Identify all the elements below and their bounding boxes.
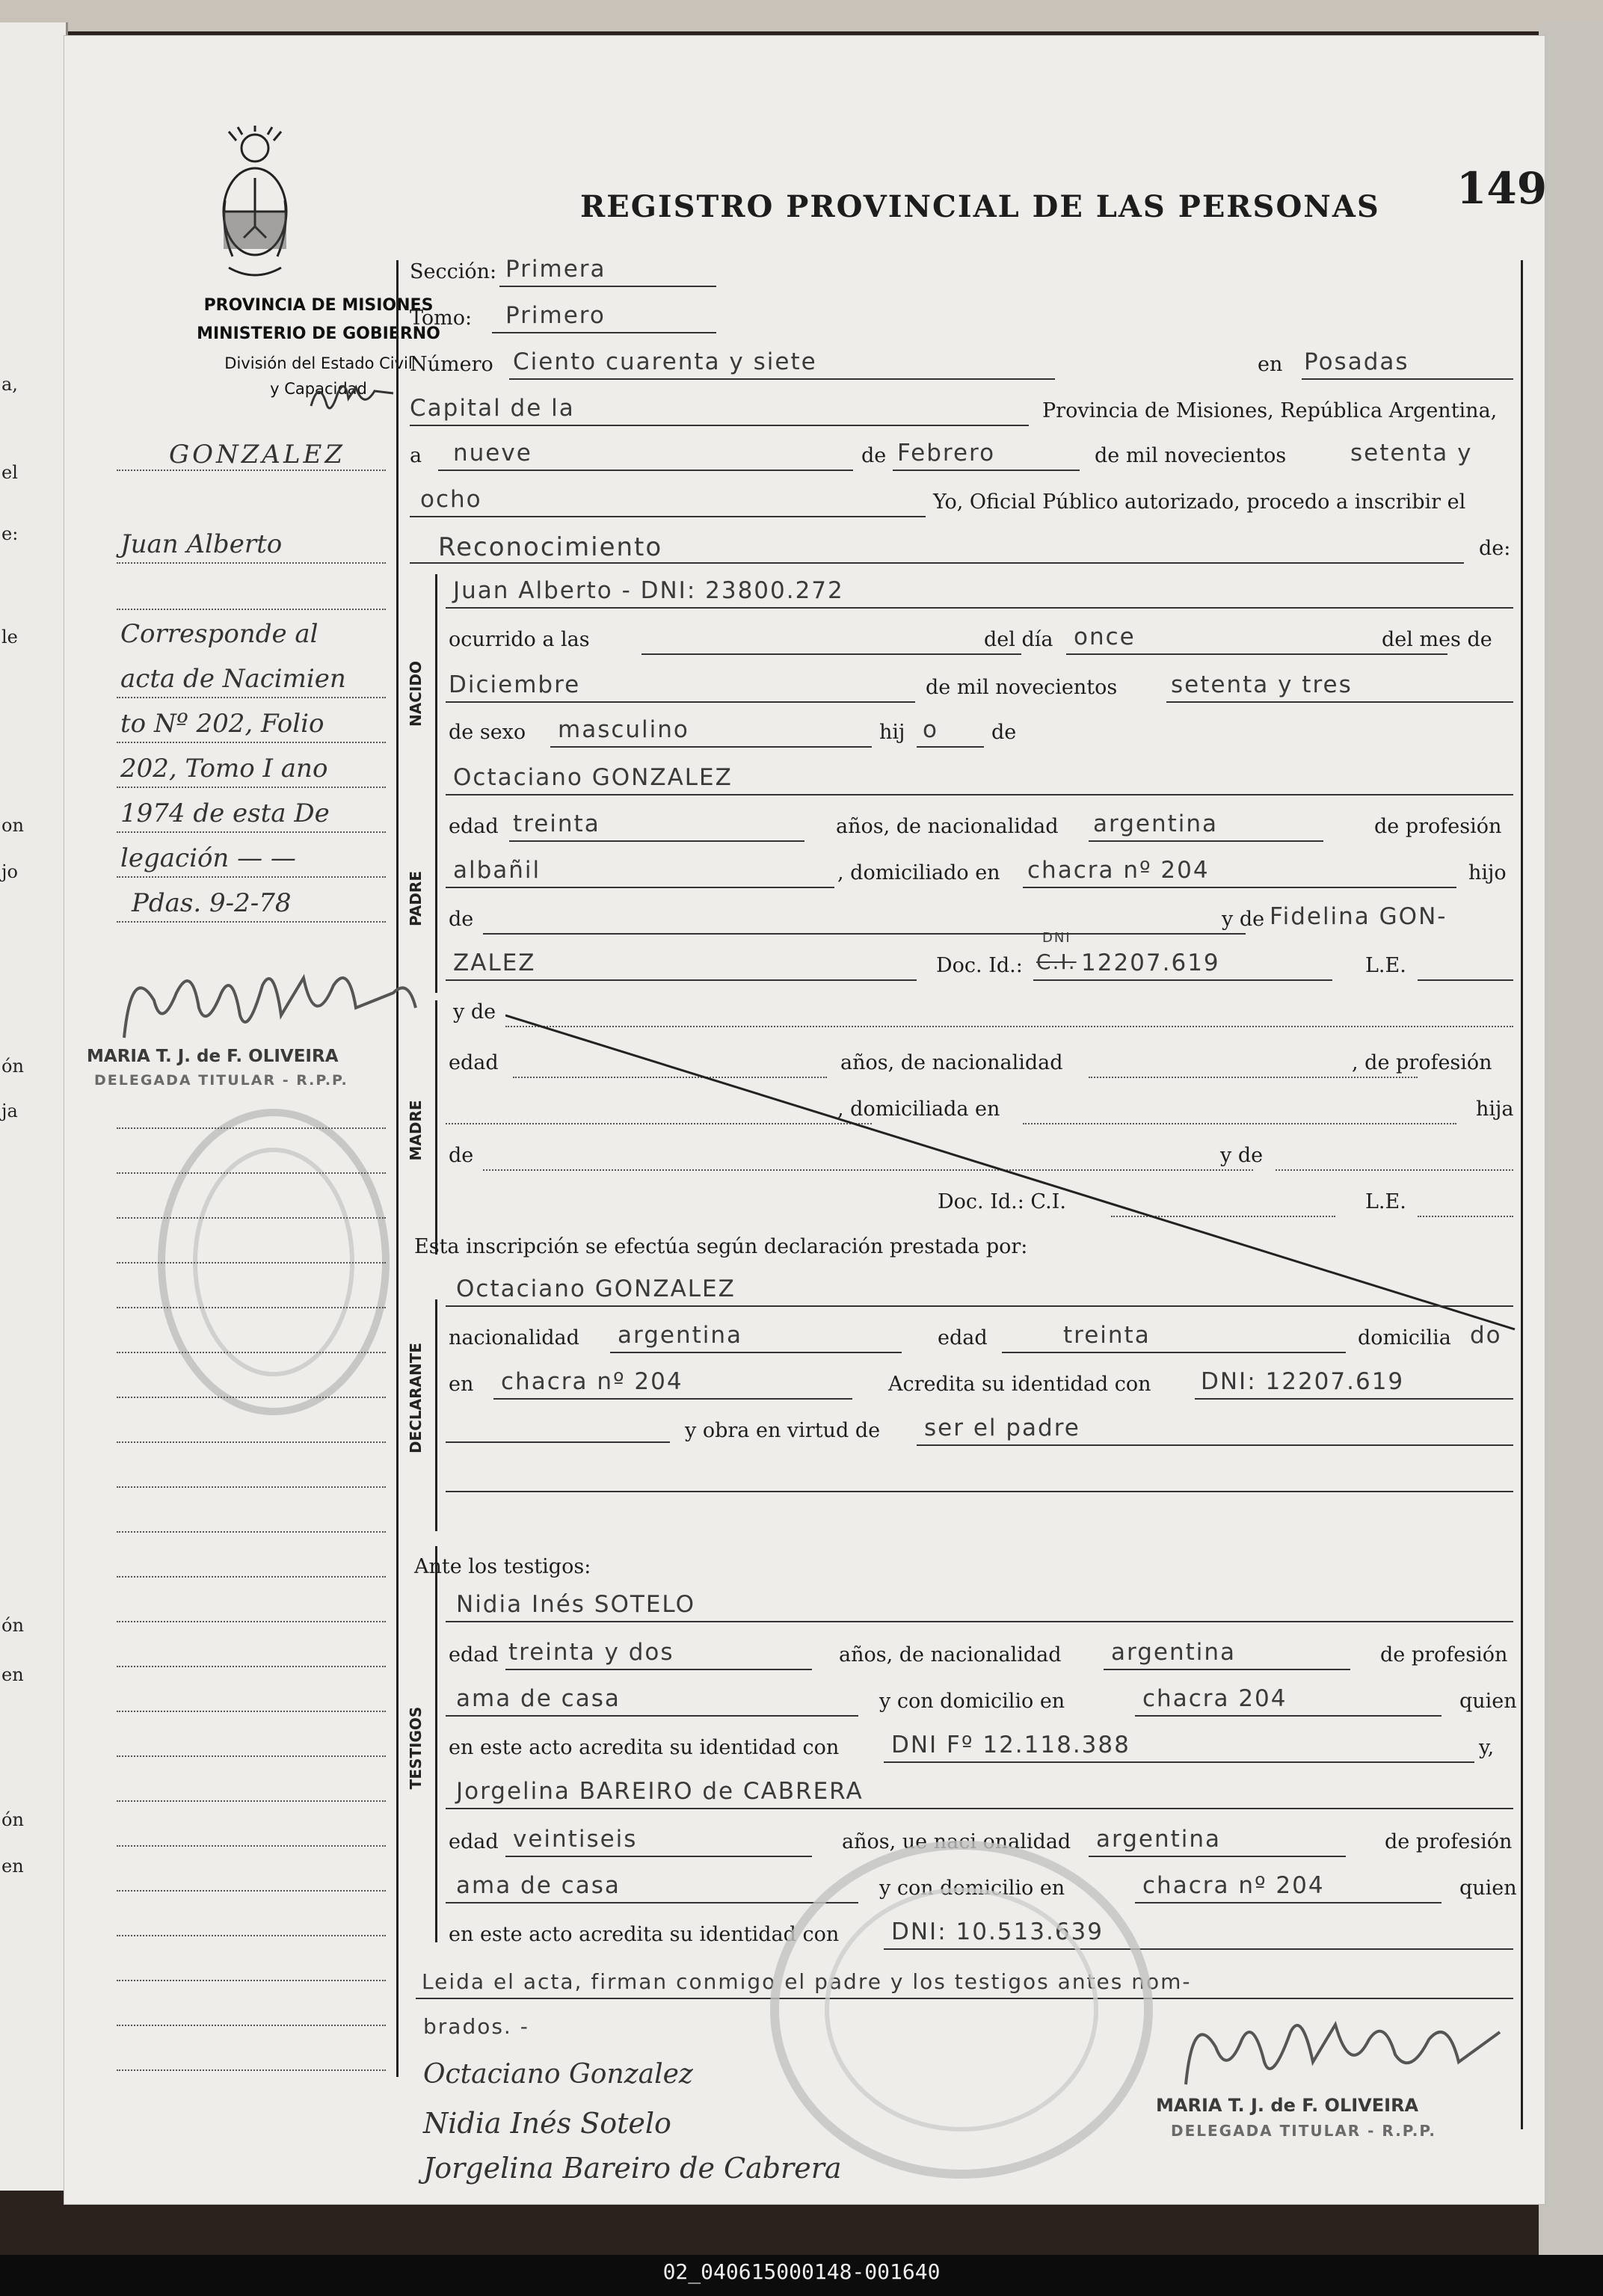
de-colon-label: de: xyxy=(1479,537,1511,560)
tomo-underline xyxy=(492,332,716,333)
madre-nac-label: años, de nacionalidad xyxy=(840,1051,1063,1074)
capital-value: Capital de la xyxy=(410,395,575,422)
madre-de-label: de xyxy=(449,1144,474,1167)
margin-dotted-line xyxy=(117,921,386,923)
a-label: a xyxy=(410,444,422,467)
register-sheet xyxy=(64,36,1548,2204)
left-page-fragment: on xyxy=(1,815,24,836)
t2-nombre-underline xyxy=(446,1808,1513,1809)
closing-stamp-name: MARIA T. J. de F. OLIVEIRA xyxy=(1156,2095,1419,2116)
declarante-nombre-underline xyxy=(446,1305,1513,1307)
nacionalidad-label: nacionalidad xyxy=(449,1326,579,1349)
margin-dotted-line xyxy=(117,1397,386,1398)
madre-edad-label: edad xyxy=(449,1051,499,1074)
provincia-label: Provincia de Misiones, República Argentina, xyxy=(1042,399,1498,422)
margin-dotted-line xyxy=(117,1172,386,1174)
margin-dotted-line xyxy=(117,1486,386,1488)
coat-of-arms-icon xyxy=(206,126,304,290)
de-mil2-label: de mil novecientos xyxy=(926,676,1118,699)
obra-label: y obra en virtud de xyxy=(685,1419,881,1442)
madre-column-divider xyxy=(435,1000,437,1255)
document-title: REGISTRO PROVINCIAL DE LAS PERSONAS xyxy=(580,189,1380,224)
binder-right-edge xyxy=(1539,22,1603,2258)
t2-nombre: Jorgelina BAREIRO de CABRERA xyxy=(456,1778,864,1805)
t1-prof-label: de profesión xyxy=(1380,1643,1508,1666)
en-label: en xyxy=(1258,353,1283,376)
declarante-nac-underline xyxy=(610,1352,902,1353)
margin-dotted-line xyxy=(117,1441,386,1443)
left-page-fragment: ón xyxy=(1,1615,24,1636)
de-mes-label: de xyxy=(861,444,887,467)
tipo-value: Reconocimiento xyxy=(438,532,663,562)
declarante-obra: ser el padre xyxy=(924,1415,1080,1441)
left-page-fragment: en xyxy=(1,1856,24,1877)
section-testigos-label: TESTIGOS xyxy=(407,1706,425,1790)
binder-top-edge xyxy=(0,0,1603,31)
t2-dom-underline xyxy=(1135,1902,1442,1903)
firma-testigo-1: Nidia Inés Sotelo xyxy=(423,2107,671,2140)
left-page-fragment: ja xyxy=(1,1101,18,1121)
org-province: PROVINCIA DE MISIONES xyxy=(203,296,434,315)
org-division: División del Estado Civil xyxy=(224,354,413,372)
de-label-nacido: de xyxy=(991,721,1017,744)
initials-signature-icon xyxy=(304,365,401,425)
t1-nac: argentina xyxy=(1111,1639,1237,1666)
padre-prof: albañil xyxy=(453,857,541,884)
padre-de-label: de xyxy=(449,908,474,931)
margin-dotted-line xyxy=(117,1755,386,1757)
madre-y-de-label: y de xyxy=(453,1000,496,1024)
t2-dom-label: y con domicilio en xyxy=(879,1877,1065,1900)
madre-nombre-1: Fidelina GON- xyxy=(1270,903,1447,930)
doc-tipo-corregido: DNI xyxy=(1042,930,1071,946)
left-page-fragment: jo xyxy=(1,861,18,882)
section-nacido-label: NACIDO xyxy=(407,661,425,727)
t1-nombre: Nidia Inés SOTELO xyxy=(456,1591,695,1618)
margin-dotted-line xyxy=(117,1127,386,1129)
yo-label: Yo, Oficial Público autorizado, procedo a inscribir el xyxy=(933,490,1466,514)
padre-doc-underline xyxy=(1033,979,1332,981)
madre-nombre-2: ZALEZ xyxy=(453,950,536,976)
declarante-edad: treinta xyxy=(1063,1322,1151,1349)
org-capacity: y Capacidad xyxy=(270,380,367,398)
declarante-edad-underline xyxy=(1002,1352,1346,1353)
margin-dotted-line xyxy=(117,1890,386,1892)
madre-prof-label: , de profesión xyxy=(1352,1051,1492,1074)
t2-dom: chacra nº 204 xyxy=(1142,1872,1325,1899)
nacido-mes-underline xyxy=(446,701,915,703)
section-declarante-label: DECLARANTE xyxy=(407,1342,425,1454)
firma-declarante: Octaciano Gonzalez xyxy=(423,2059,693,2090)
t1-nombre-underline xyxy=(446,1621,1513,1622)
testigos-column-divider xyxy=(435,1546,437,1942)
padre-edad-underline xyxy=(509,840,804,842)
t1-dom-underline xyxy=(1135,1715,1442,1717)
le2-label: L.E. xyxy=(1365,1190,1406,1213)
padre-edad-label: edad xyxy=(449,815,499,838)
declarante-extra-underline xyxy=(446,1441,670,1443)
margin-dotted-line xyxy=(117,609,386,610)
hij-label: hij xyxy=(879,721,905,744)
official-signature-icon xyxy=(1171,1995,1515,2099)
t2-nac-label: años, ue naci onalidad xyxy=(842,1830,1071,1853)
numero-underline xyxy=(509,378,1055,380)
t1-prof-underline xyxy=(446,1715,858,1717)
padre-de-underline xyxy=(483,933,1246,935)
margin-signature-icon xyxy=(109,948,423,1060)
anio-value-1: setenta y xyxy=(1350,440,1473,467)
margin-note-line-5: 1974 de esta De xyxy=(120,798,330,828)
t1-prof: ama de casa xyxy=(456,1685,621,1712)
t2-prof: ama de casa xyxy=(456,1872,621,1899)
nacido-mes: Diciembre xyxy=(449,671,581,698)
t2-edad: veintiseis xyxy=(513,1826,638,1853)
dia-value: nueve xyxy=(453,440,532,467)
t2-prof-label: de profesión xyxy=(1385,1830,1513,1853)
le-label: L.E. xyxy=(1365,954,1406,977)
footer-code: 02_040615000148-001640 xyxy=(662,2259,941,2284)
t1-edad-label: edad xyxy=(449,1643,499,1666)
margin-note-line-4: 202, Tomo I ano xyxy=(120,754,328,784)
left-facing-page xyxy=(0,22,68,2191)
t2-acredita-label: en este acto acredita su identidad con xyxy=(449,1923,840,1946)
cierre-linea-2: brados. - xyxy=(423,2014,529,2039)
left-page-fragment: ón xyxy=(1,1056,24,1077)
margin-dotted-line xyxy=(117,1307,386,1308)
margin-stamp-role: DELEGADA TITULAR - R.P.P. xyxy=(94,1072,348,1089)
t1-dom: chacra 204 xyxy=(1142,1685,1287,1712)
left-page-fragment: e: xyxy=(1,523,19,544)
capital-underline xyxy=(410,425,1029,426)
hij-underline xyxy=(917,746,984,748)
hij-suffix: o xyxy=(923,716,938,743)
madre-nombre-underline xyxy=(446,979,917,981)
del-dia-label: del día xyxy=(984,628,1053,651)
mes-value: Febrero xyxy=(897,440,996,467)
doc-id-label: Doc. Id.: xyxy=(936,954,1023,977)
t1-doc-underline xyxy=(884,1761,1474,1763)
t2-edad-label: edad xyxy=(449,1830,499,1853)
margin-dotted-line xyxy=(117,1800,386,1802)
nacido-dia: once xyxy=(1074,624,1136,650)
domiciliada-label: , domiciliada en xyxy=(837,1098,1000,1121)
numero-label: Número xyxy=(410,353,493,376)
padre-dom: chacra nº 204 xyxy=(1027,857,1210,884)
declarante-column-divider xyxy=(435,1299,437,1531)
section-padre-label: PADRE xyxy=(407,871,425,926)
left-page-fragment: el xyxy=(1,462,18,483)
doc-id2-label: Doc. Id.: C.I. xyxy=(938,1190,1066,1213)
declarante-blank-underline xyxy=(446,1491,1513,1492)
margin-dotted-line xyxy=(117,1262,386,1264)
t1-doc: DNI Fº 12.118.388 xyxy=(891,1732,1130,1758)
org-ministry: MINISTERIO DE GOBIERNO xyxy=(197,324,440,343)
firma-testigo-2: Jorgelina Bareiro de Cabrera xyxy=(423,2152,842,2185)
le-underline xyxy=(1418,979,1513,981)
declarante-dom: chacra nº 204 xyxy=(501,1368,683,1395)
dia-underline xyxy=(438,470,853,471)
sexo-value: masculino xyxy=(558,716,689,743)
padre-prof-label: de profesión xyxy=(1374,815,1502,838)
doc-tipo-tachado: C.I. xyxy=(1036,950,1077,974)
margin-dotted-line xyxy=(117,1531,386,1533)
cierre-linea-1: Leida el acta, firman conmigo el padre y los testigos antes nom- xyxy=(422,1969,1192,1994)
anio-value-2: ocho xyxy=(420,486,482,513)
declarante-obra-underline xyxy=(917,1444,1513,1446)
declarante-doc: DNI: 12207.619 xyxy=(1201,1368,1405,1395)
padre-prof-underline xyxy=(446,887,834,888)
t1-dom-label: y con domicilio en xyxy=(879,1690,1065,1713)
nacido-underline xyxy=(446,607,1513,609)
hija-label: hija xyxy=(1476,1098,1514,1121)
t1-edad: treinta y dos xyxy=(508,1639,674,1666)
en-value: Posadas xyxy=(1304,348,1409,375)
t1-quien-label: quien xyxy=(1459,1690,1517,1713)
margin-given-names: Juan Alberto xyxy=(120,529,283,559)
nacido-anio-underline xyxy=(1166,701,1513,703)
left-page-fragment: ón xyxy=(1,1809,24,1830)
declarante-doc-underline xyxy=(1195,1398,1513,1400)
padre-edad: treinta xyxy=(513,810,600,837)
domiciliado-label: , domiciliado en xyxy=(837,861,1000,884)
margin-dotted-line xyxy=(117,787,386,788)
padre-dom-underline xyxy=(1023,887,1456,888)
hijo-label: hijo xyxy=(1468,861,1507,884)
esta-inscripcion-label: Esta inscripción se efectúa según declaración prestada por: xyxy=(414,1235,1028,1258)
seccion-value: Primera xyxy=(505,256,606,283)
tipo-underline xyxy=(410,562,1464,564)
margin-dotted-line xyxy=(117,1352,386,1353)
page-number: 149 xyxy=(1456,163,1548,214)
margin-dotted-line xyxy=(117,876,386,878)
margin-dotted-line xyxy=(117,470,386,471)
padre-nac-underline xyxy=(1089,840,1323,842)
ante-testigos-label: Ante los testigos: xyxy=(414,1555,591,1578)
padre-nac-label: años, de nacionalidad xyxy=(836,815,1059,838)
bottom-seal-icon xyxy=(752,1830,1171,2189)
footer-bar xyxy=(0,2255,1603,2296)
nacido-dia-underline xyxy=(1066,653,1447,655)
margin-dotted-line xyxy=(117,1935,386,1936)
declarante-dom-underline xyxy=(493,1398,852,1400)
padre-nac: argentina xyxy=(1093,810,1219,837)
left-page-fragment: a, xyxy=(1,374,18,395)
declarante-dom-suffix: do xyxy=(1470,1322,1502,1349)
anio-underline xyxy=(410,516,926,517)
tomo-value: Primero xyxy=(505,302,606,329)
padre-column-divider xyxy=(435,791,437,993)
hora-underline xyxy=(641,653,1021,655)
margin-dotted-line xyxy=(117,697,386,698)
mes-underline xyxy=(893,470,1080,471)
declarante-en-label: en xyxy=(449,1373,474,1396)
ocurrido-label: ocurrido a las xyxy=(449,628,590,651)
t2-nac: argentina xyxy=(1096,1826,1222,1853)
madre-y-de2-label: y de xyxy=(1220,1144,1264,1167)
t1-edad-underline xyxy=(505,1669,812,1670)
t2-quien-label: quien xyxy=(1459,1877,1517,1900)
declarante-nombre: Octaciano GONZALEZ xyxy=(456,1275,736,1302)
margin-dotted-line xyxy=(117,831,386,833)
y-de-label: y de xyxy=(1222,908,1265,931)
t1-acredita-label: en este acto acredita su identidad con xyxy=(449,1736,840,1759)
padre-nombre-underline xyxy=(446,794,1513,795)
padre-doc: 12207.619 xyxy=(1081,950,1220,976)
margin-dotted-line xyxy=(117,2069,386,2071)
domicilia-label: domicilia xyxy=(1358,1326,1451,1349)
seccion-underline xyxy=(499,286,716,287)
margin-dotted-line xyxy=(117,1576,386,1578)
de-sexo-label: de sexo xyxy=(449,721,526,744)
margin-note-line-3: to Nº 202, Folio xyxy=(120,709,324,739)
margin-stamp-name: MARIA T. J. de F. OLIVEIRA xyxy=(87,1047,339,1066)
margin-note-line-2: acta de Nacimien xyxy=(120,664,346,694)
y-comma-label: y, xyxy=(1479,1736,1495,1759)
closing-stamp-role: DELEGADA TITULAR - R.P.P. xyxy=(1171,2122,1436,2140)
margin-surname: GONZALEZ xyxy=(169,440,345,470)
left-page-fragment: le xyxy=(1,627,18,647)
t2-doc: DNI: 10.513.639 xyxy=(891,1918,1104,1945)
acredita-label: Acredita su identidad con xyxy=(888,1373,1151,1396)
margin-note-line-6: legación — — xyxy=(120,843,296,873)
sexo-underline xyxy=(550,746,872,748)
nacido-nombre: Juan Alberto - DNI: 23800.272 xyxy=(453,577,844,604)
margin-dotted-line xyxy=(117,742,386,743)
numero-value: Ciento cuarenta y siete xyxy=(513,348,817,375)
margin-dotted-line xyxy=(117,1666,386,1667)
padre-nombre: Octaciano GONZALEZ xyxy=(453,764,733,791)
declarante-nac: argentina xyxy=(618,1322,743,1349)
margin-dotted-line xyxy=(117,2025,386,2026)
nacido-anio: setenta y tres xyxy=(1171,671,1353,698)
de-mil-label: de mil novecientos xyxy=(1095,444,1287,467)
t1-nac-underline xyxy=(1104,1669,1350,1670)
seccion-label: Sección: xyxy=(410,260,497,283)
declarante-edad-label: edad xyxy=(938,1326,988,1349)
del-mes-label: del mes de xyxy=(1382,628,1492,651)
margin-dotted-line xyxy=(117,1621,386,1622)
margin-dotted-line xyxy=(117,1845,386,1847)
margin-dotted-line xyxy=(117,1980,386,1981)
margin-note-line-1: Corresponde al xyxy=(120,619,319,649)
tomo-label: Tomo: xyxy=(410,307,473,330)
margin-dotted-line xyxy=(117,1217,386,1219)
margin-dotted-line xyxy=(117,562,386,564)
left-page-fragment: en xyxy=(1,1664,24,1685)
margin-dotted-line xyxy=(117,1711,386,1712)
t1-nac-label: años, de nacionalidad xyxy=(839,1643,1062,1666)
margin-note-line-7: Pdas. 9-2-78 xyxy=(132,888,292,918)
section-madre-label: MADRE xyxy=(407,1100,425,1161)
en-underline xyxy=(1302,378,1513,380)
